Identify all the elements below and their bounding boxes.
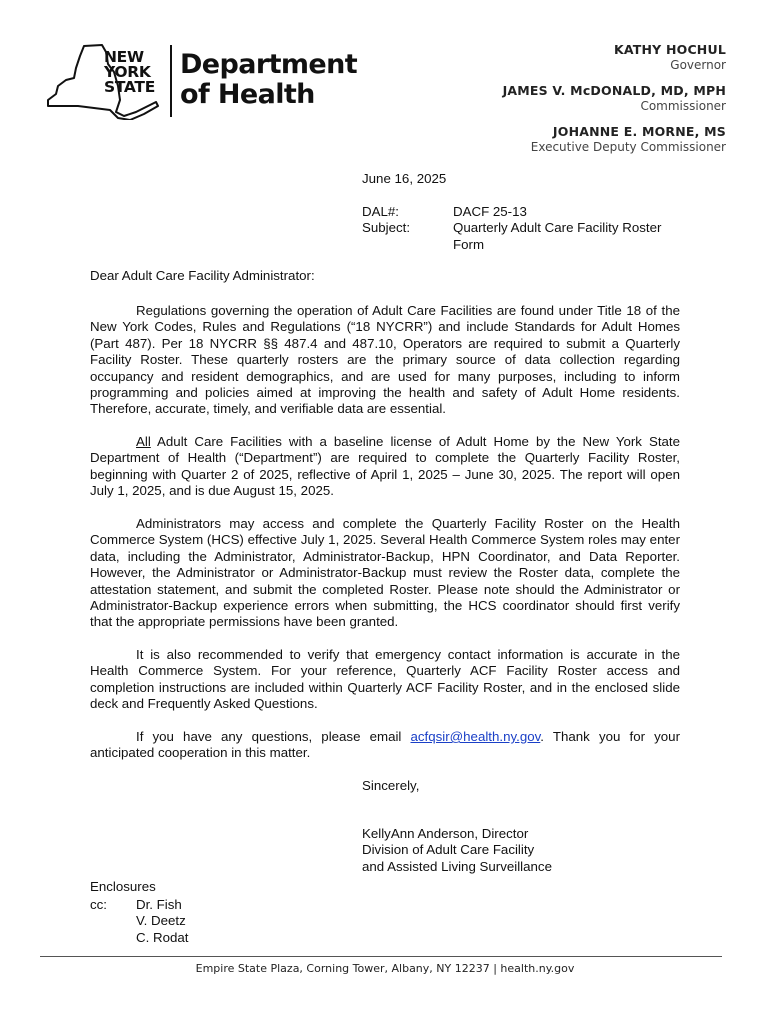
paragraph-hcs-access: Administrators may access and complete the Quarterly Facility Roster on the Health Commerce System (HCS) effective July 1, 2025. Several Health Commerce System roles may enter data, including the Administrator, Administrator-Backup, HPN Coordinator, and Data Reporter. However, the Administrator or Administrator-Backup must review the Roster data, complete the attestation statement, and submit the completed Roster. Please note should the Administrator or Administrator-Backup experience errors when submitting, the HCS coordinator should first verify that the appropriate permissions have been granted. [90, 516, 680, 630]
letter-meta-values [453, 204, 693, 253]
paragraph-questions: If you have any questions, please email acfqsir@health.ny.gov. Thank you for your anticipated cooperation in this matter. [90, 729, 680, 761]
official-title: Executive Deputy Commissioner [530, 140, 726, 154]
cc-label: cc: [90, 897, 107, 912]
official-name: JAMES V. McDONALD, MD, MPH [502, 83, 726, 98]
logo-divider [170, 45, 172, 117]
paragraph-emergency-contact: It is also recommended to verify that emergency contact information is accurate in the Health Commerce System. For your reference, Quarterly ACF Facility Roster access and completion instructions are included within Quarterly ACF Facility Roster, and in the enclosed slide deck and Frequently Asked Questions. [90, 647, 680, 712]
signer-name: KellyAnn Anderson, Director [362, 826, 529, 841]
cc-list [136, 897, 188, 946]
letter-date: June 16, 2025 [362, 171, 447, 186]
subject-value: Quarterly Adult Care Facility Roster Form [453, 220, 662, 252]
official-name: KATHY HOCHUL [613, 42, 726, 57]
signer-division-continued: and Assisted Living Surveillance [362, 858, 552, 874]
paragraph-requirement-text: Adult Care Facilities with a baseline license of Adult Home by the New York State Department of Health (“Department”) are required to complete the Quarterly Facility Roster, beginning with Quarter 2 of 2025, reflective of April 1, 2025 – June 30, 2025. The report will open July 1, 2025, and is due August 15, 2025. [90, 434, 680, 499]
dal-value: DACF 25-13 [453, 204, 527, 219]
signature-block [362, 826, 552, 875]
cc-recipient: Dr. Fish [136, 897, 182, 912]
footer-divider [40, 956, 722, 957]
emphasis-all: All [136, 434, 151, 449]
ny-state-wordmark: NEW YORK STATE [104, 48, 155, 96]
officials-block [503, 42, 726, 165]
signoff: Sincerely, [362, 778, 420, 793]
email-link[interactable]: acfqsir@health.ny.gov [410, 729, 541, 744]
paragraph-regulations: Regulations governing the operation of Adult Care Facilities are found under Title 18 of the New York Codes, Rules and Regulations (“18 NYCRR”) and include Standards for Adult Homes (Part 487). Per 18 NYCRR §§ 487.4 and 487.10, Operators are required to submit a Quarterly Facility Roster. These quarterly rosters are the primary source of data collection regarding occupancy and resident demographics, and are used for many purposes, including to inform programming and policies aimed at improving the health and safety of Adult Home residents. Therefore, accurate, timely, and verifiable data are essential. [90, 303, 680, 417]
department-of-health-wordmark: Department of Health [180, 49, 358, 110]
paragraph-requirement [90, 434, 680, 500]
dal-label: DAL#: [362, 204, 399, 219]
enclosures-label: Enclosures [90, 879, 156, 894]
official-title: Governor [670, 58, 726, 72]
official-title: Commissioner [640, 99, 726, 113]
cc-recipient: V. Deetz [136, 913, 186, 929]
signer-division: Division of Adult Care Facility [362, 842, 535, 858]
footer-address: Empire State Plaza, Corning Tower, Albany, NY 12237 | health.ny.gov [195, 962, 575, 975]
cc-recipient: C. Rodat [136, 929, 189, 945]
letter-meta-labels [362, 204, 410, 237]
official-name: JOHANNE E. MORNE, MS [552, 124, 726, 139]
subject-label: Subject: [362, 220, 411, 236]
salutation: Dear Adult Care Facility Administrator: [90, 268, 315, 283]
